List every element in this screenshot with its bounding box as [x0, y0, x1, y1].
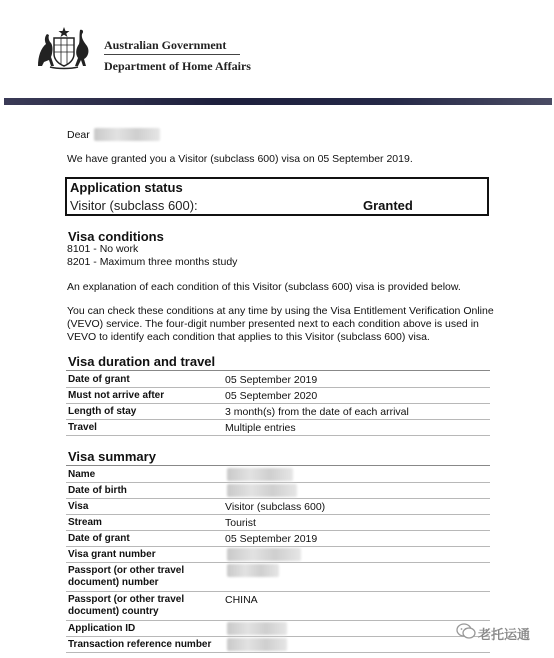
row-value: Tourist — [225, 517, 256, 529]
chat-bubble-icon — [456, 622, 476, 640]
watermark-text: 老托运通 — [478, 627, 531, 642]
redacted-recipient-name — [94, 128, 160, 141]
header-divider — [104, 54, 240, 55]
status-label: Visitor (subclass 600): — [70, 198, 198, 213]
row-label: Date of birth — [68, 485, 127, 496]
row-label: Must not arrive after — [68, 390, 165, 401]
row-label: Application ID — [68, 623, 136, 634]
table-row — [66, 637, 490, 653]
greeting: Dear — [67, 129, 90, 141]
header-band — [4, 98, 552, 105]
row-label: Length of stay — [68, 406, 137, 417]
table-row — [66, 563, 490, 592]
row-label: Date of grant — [68, 374, 130, 385]
row-value: 05 September 2020 — [225, 390, 318, 402]
row-value: 05 September 2019 — [225, 374, 318, 386]
row-label: Name — [68, 469, 96, 480]
table-row — [66, 515, 490, 531]
row-label: Passport (or other travel document) country — [68, 594, 185, 617]
government-name: Australian Government — [104, 38, 227, 52]
status-value: Granted — [363, 198, 413, 213]
watermark — [456, 622, 550, 642]
row-label: Visa grant number — [68, 549, 156, 560]
table-row — [66, 499, 490, 515]
row-label: Stream — [68, 517, 102, 528]
department-name: Department of Home Affairs — [104, 59, 251, 73]
row-value: Multiple entries — [225, 422, 296, 434]
row-label: Passport (or other travel document) number — [68, 565, 185, 588]
row-value: 05 September 2019 — [225, 533, 318, 545]
table-row — [66, 420, 490, 436]
duration-heading: Visa duration and travel — [68, 354, 216, 369]
row-value: 3 month(s) from the date of each arrival — [225, 406, 409, 418]
row-label: Transaction reference number — [68, 639, 212, 650]
table-row — [66, 372, 490, 388]
table-rule — [66, 465, 490, 466]
table-row — [66, 592, 490, 621]
summary-heading: Visa summary — [68, 449, 156, 464]
vevo-text-line: VEVO to identify each condition that applies to this Visitor (subclass 600) visa. — [67, 331, 430, 343]
redacted-date-of-birth — [227, 484, 297, 497]
condition-item: 8101 - No work — [67, 243, 139, 255]
table-rule — [66, 370, 490, 371]
row-label: Travel — [68, 422, 97, 433]
redacted-passport-number — [227, 564, 279, 577]
conditions-explanation: An explanation of each condition of this Visitor (subclass 600) visa is provided below. — [67, 281, 461, 293]
coat-of-arms-icon — [32, 26, 96, 70]
table-row — [66, 404, 490, 420]
application-status-box — [65, 177, 489, 216]
redacted-application-id — [227, 622, 287, 635]
table-row — [66, 388, 490, 404]
row-value: Visitor (subclass 600) — [225, 501, 326, 513]
row-label: Visa — [68, 501, 89, 512]
conditions-heading: Visa conditions — [68, 229, 164, 244]
letterhead — [0, 0, 554, 98]
condition-item: 8201 - Maximum three months study — [67, 256, 238, 268]
table-row — [66, 483, 490, 499]
row-label: Date of grant — [68, 533, 130, 544]
vevo-text-line: You can check these conditions at any time by using the Visa Entitlement Verification Online — [67, 305, 494, 317]
vevo-text-line: (VEVO) service. The four-digit number presented next to each condition above is used in — [67, 318, 479, 330]
redacted-grant-number — [227, 548, 301, 561]
status-title: Application status — [70, 180, 183, 195]
redacted-transaction-reference — [227, 638, 287, 651]
table-row — [66, 531, 490, 547]
table-row — [66, 621, 490, 637]
table-row — [66, 547, 490, 563]
row-value: CHINA — [225, 594, 258, 606]
redacted-name — [227, 468, 293, 481]
table-row — [66, 467, 490, 483]
grant-intro: We have granted you a Visitor (subclass 600) visa on 05 September 2019. — [67, 153, 413, 165]
